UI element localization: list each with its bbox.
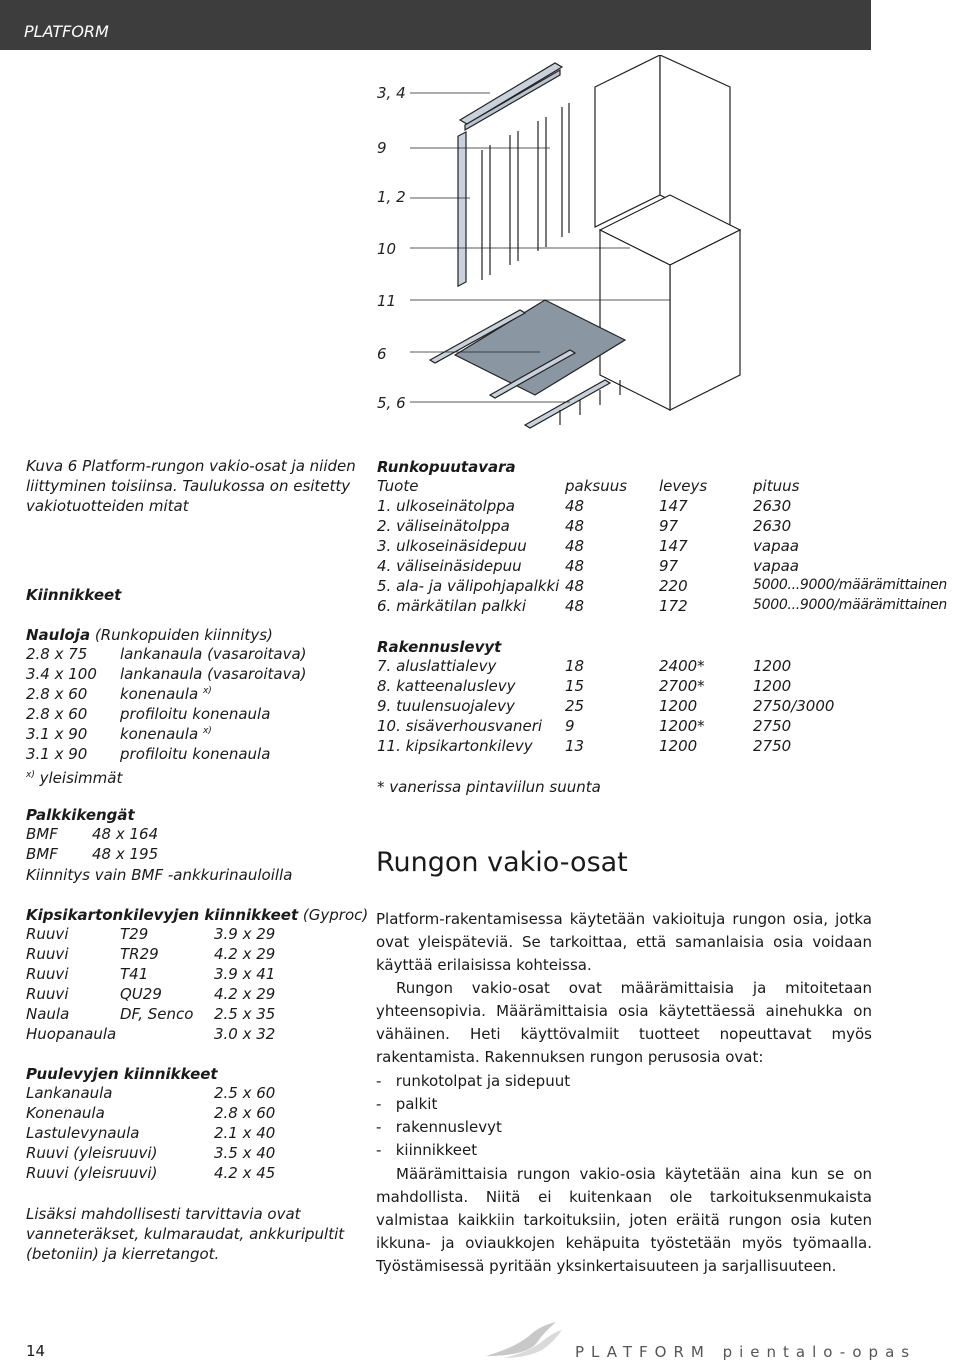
figure-label: 3, 4 [377,84,406,102]
section-paragraph: Rungon vakio-osat ovat määrämittaisia ja mitoitetaan yhteensopivia. Määrämittaisia osia käytettäessä ainehukka on vähäinen. Heti käyttövalmiit tuotteet nopeuttavat myös rakentamista. Rakennuksen rungon perusosia ovat: [376,979,872,1066]
figure-label: 11 [377,292,397,310]
palkkikengat-note: Kiinnitys vain BMF -ankkurinauloilla [26,866,293,884]
figure-label: 10 [377,240,397,258]
frame-diagram [370,55,750,440]
header-title: PLATFORM [24,22,109,41]
list-item: - kiinnikkeet [376,1141,478,1159]
figure-label: 9 [377,139,387,157]
kipsi-subtitle: (Gyproc) [302,906,369,924]
puulevy-title: Puulevyjen kiinnikkeet [26,1065,218,1083]
page-header [0,0,871,50]
page-number: 14 [26,1342,46,1360]
nauloja-note: $^{x)}$ yleisimmät [26,769,123,787]
logo-icon [484,1318,564,1360]
rakennuslevyt-note: * vanerissa pintaviilun suunta [377,778,601,796]
nauloja-heading [26,625,273,645]
section-title: Rungon vakio-osat [376,847,628,878]
list-item: - rakennuslevyt [376,1118,502,1136]
section-paragraph: Määrämittaisia rungon vakio-osia käytetään aina kun se on mahdollista. Niitä ei kuitenkaan ole tarkoituksenmukaista valmistaa kaikkiin tarkoituksiin, joten eräitä rungon osia kuten ikkuna- ja oviaukkojen kehäpuita työstetään myös työmaalla. Työstämisessä pyritään yksinkertaisuuteen ja sarjallisuuteen. [376,1165,872,1275]
figure-caption: Kuva 6 Platform-rungon vakio-osat ja niiden liittyminen toisiinsa. Taulukossa on esitetty vakiotuotteiden mitat [26,457,356,515]
nauloja-subtitle: (Runkopuiden kiinnitys) [94,626,273,644]
list-item: - runkotolpat ja sidepuut [376,1072,571,1090]
nauloja-title: Nauloja [26,626,91,644]
kipsi-title: Kipsikartonkilevyjen kiinnikkeet [26,906,299,924]
footer-title: PLATFORM pientalo-opas [575,1343,917,1361]
list-item: - palkit [376,1095,438,1113]
kipsi-heading [26,905,368,925]
runkopuutavara-title: Runkopuutavara [377,458,516,476]
section-list [376,1070,872,1162]
rakennuslevyt-title: Rakennuslevyt [377,638,502,656]
figure-label: 6 [377,345,387,363]
figure-label: 5, 6 [377,394,406,412]
section-paragraph: Platform-rakentamisessa käytetään vakioituja rungon osia, jotka ovat yleispäteviä. Se tarkoittaa, että samanlaisia osia voidaan käyttää erilaisissa kohteissa. [376,910,872,974]
kiinnikkeet-title: Kiinnikkeet [26,586,122,604]
palkkikengat-title: Palkkikengät [26,806,135,824]
lisaksi-note: Lisäksi mahdollisesti tarvittavia ovat vanneteräkset, kulmaraudat, ankkuripultit (betoniin) ja kierretangot. [26,1205,345,1263]
figure-label: 1, 2 [377,188,406,206]
